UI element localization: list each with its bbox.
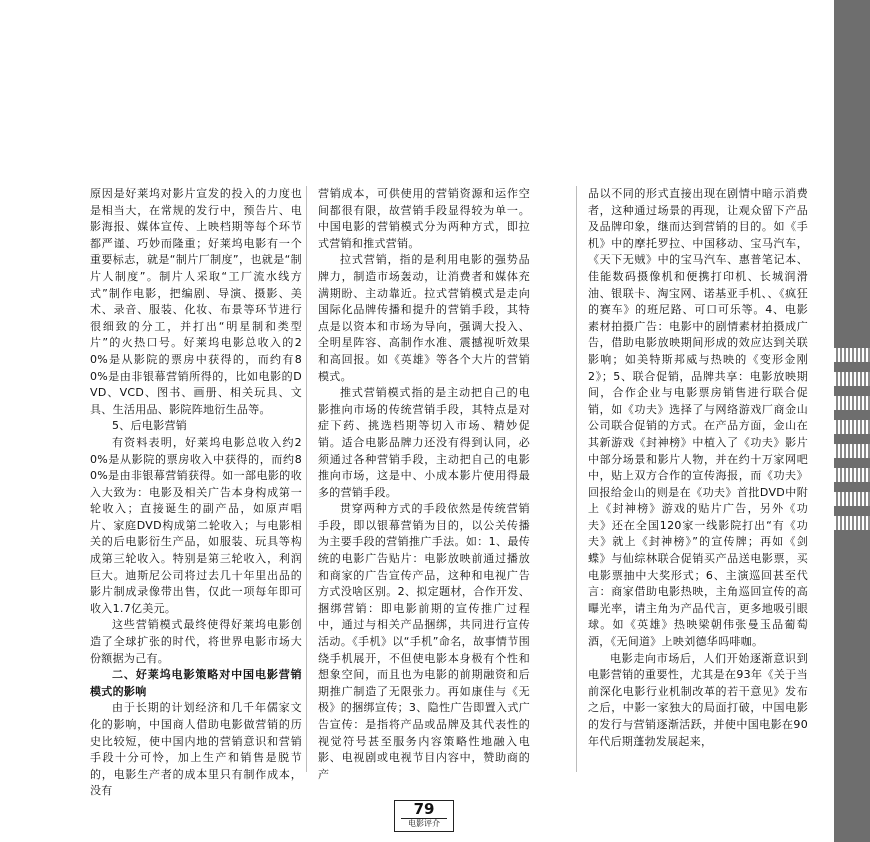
paragraph: 原因是好莱坞对影片宣发的投入的力度也是相当大，在常规的发行中，预告片、电影海报、媒体宣传、上映档期等每个环节都严谨、巧妙而隆重；好莱坞电影有一个重要标志，就是“制片厂制度”，也就是“制片人制度”。制片人采取“工厂流水线方式”制作电影，把编剧、导演、摄影、美术、录音、服装、化妆、布景等环节进行很细致的分工，并打出“明星制和类型片”的火热口号。好莱坞电影总收入的20%是从影院的票房中获得的，而约有80%是由非银幕营销所得的，比如电影的DVD、VCD、图书、画册、相关玩具、文具、生活用品、影院阵地衍生品等。 (90, 187, 302, 416)
edge-stripe (834, 348, 870, 362)
edge-stripe (834, 396, 870, 410)
paragraph: 拉式营销，指的是利用电影的强势品牌力，制造市场轰动，让消费者和媒体充满期盼、主动靠近。拉式营销模式是走向国际化品牌传播和提升的营销手段，其特点是以资本和市场为导向，强调大投入、全明星阵容、高制作水准、震撼视听效果和高回报。如《英雄》等各个大片的营销模式。 (318, 253, 530, 383)
paragraph: 由于长期的计划经济和几千年儒家文化的影响，中国商人借助电影做营销的历史比较短，使中国内地的营销意识和营销手段十分可怜，加上生产和销售是脱节的，电影生产者的成本里只有制作成本，没有 (90, 701, 302, 798)
section-heading: 二、好莱坞电影策略对中国电影营销模式的影响 (90, 668, 302, 698)
edge-stripe (834, 420, 870, 434)
edge-stripe (834, 372, 870, 386)
paragraph: 贯穿两种方式的手段依然是传统营销手段，即以银幕营销为目的，以公关传播为主要手段的营销推广手法。如：1、最传统的电影广告贴片：电影放映前通过播放和商家的广告宣传产品，这种和电视广告方式没啥区别。2、拟定题材，合作开发、捆绑营销：即电影前期的宣传推广过程中，通过与相关产品捆绑，共同进行宣传活动。《手机》以“手机”命名，故事情节围绕手机展开，不但使电影本身极有个性和想象空间，而且也为电影的前期融资和后期推广制造了无限张力。再如康佳与《无极》的捆绑宣传；3、隐性广告即置入式广告宣传：是指将产品或品牌及其代表性的视觉符号甚至服务内容策略性地融入电影、电视剧或电视节目内容中，赞助商的产 (318, 502, 530, 781)
page-number-box (394, 800, 454, 832)
page-edge-shadow (834, 0, 870, 842)
paragraph: 有资料表明，好莱坞电影总收入约20%是从影院的票房收入中获得的，而约80%是由非银幕营销获得。如一部电影的收入大致为：电影及相关广告本身构成第一轮收入；直接诞生的副产品，如原声唱片、家庭DVD构成第二轮收入；与电影相关的后电影衍生产品，如服装、玩具等构成第三轮收入。特别是第三轮收入，利润巨大。迪斯尼公司将过去几十年里出品的影片制成录像带出售，仅此一项每年即可收入1.7亿美元。 (90, 435, 302, 615)
paragraph: 营销成本，可供使用的营销资源和运作空间都很有限，故营销手段显得较为单一。中国电影的营销模式分为两种方式，即拉式营销和推式营销。 (318, 187, 530, 250)
edge-stripe (834, 444, 870, 458)
page-number: 79 (413, 800, 435, 818)
text-column-3 (588, 186, 808, 750)
magazine-name: 电影评介 (401, 818, 447, 829)
paragraph: 电影走向市场后，人们开始逐渐意识到电影营销的重要性，尤其是在93年《关于当前深化电影行业机制改革的若干意见》发布之后，中影一家独大的局面打破，中国电影的发行与营销逐渐活跃，并使中国电影在90年代后期蓬勃发展起来， (588, 651, 808, 748)
paragraph: 这些营销模式最终使得好莱坞电影创造了全球扩张的时代，将世界电影市场大份额据为己有。 (90, 618, 302, 665)
paragraph: 推式营销模式指的是主动把自己的电影推向市场的传统营销手段，其特点是对症下药、挑选档期等切入市场、精妙促销。适合电影品牌力还没有得到认同，必须通过各种营销手段，主动把自己的电影推向市场，这是中、小成本影片使用得最多的营销手段。 (318, 386, 530, 499)
edge-stripe (834, 516, 870, 530)
text-column-2 (318, 186, 530, 783)
edge-stripe (834, 492, 870, 506)
column-divider (306, 186, 307, 772)
section-heading: 5、后电影营销 (112, 419, 188, 433)
edge-stripe (834, 468, 870, 482)
paragraph: 品以不同的形式直接出现在剧情中暗示消费者，这种通过场景的再现，让观众留下产品及品牌印象，继而达到营销的目的。如《手机》中的摩托罗拉、中国移动、宝马汽车，《天下无贼》中的宝马汽车、惠普笔记本、佳能数码摄像机和便携打印机、长城润滑油、银联卡、淘宝网、诺基亚手机、、《疯狂的赛车》的班尼路、可口可乐等。4、电影素材拍摄广告：电影中的剧情素材拍摄成广告，借助电影放映期间形成的效应达到关联影响；如美特斯邦威与热映的《变形金刚2》；5、联合促销，品牌共享：电影放映期间，合作企业与电影票房销售进行联合促销，如《功夫》选择了与网络游戏厂商金山公司联合促销的方式。在产品方面，金山在其新游戏《封神榜》中植入了《功夫》影片中部分场景和影片人物，并在约十万家网吧中，贴上双方合作的宣传海报，而《功夫》回报给金山的则是在《功夫》首批DVD中附上《封神榜》游戏的贴片广告，另外《功夫》还在全国120家一线影院打出“有《功夫》就上《封神榜》”的宣传牌；再如《剑蝶》与仙综林联合促销买产品送电影票，买电影票抽中大奖形式；6、主演巡回甚至代言：商家借助电影热映，主角巡回宣传的高曝光率，请主角为产品代言，更多地吸引眼球。如《英雄》热映梁朝伟张曼玉品葡萄酒，《无间道》上映刘德华吗啡咖。 (588, 187, 808, 649)
column-divider (576, 186, 577, 772)
text-column-1 (90, 186, 302, 800)
